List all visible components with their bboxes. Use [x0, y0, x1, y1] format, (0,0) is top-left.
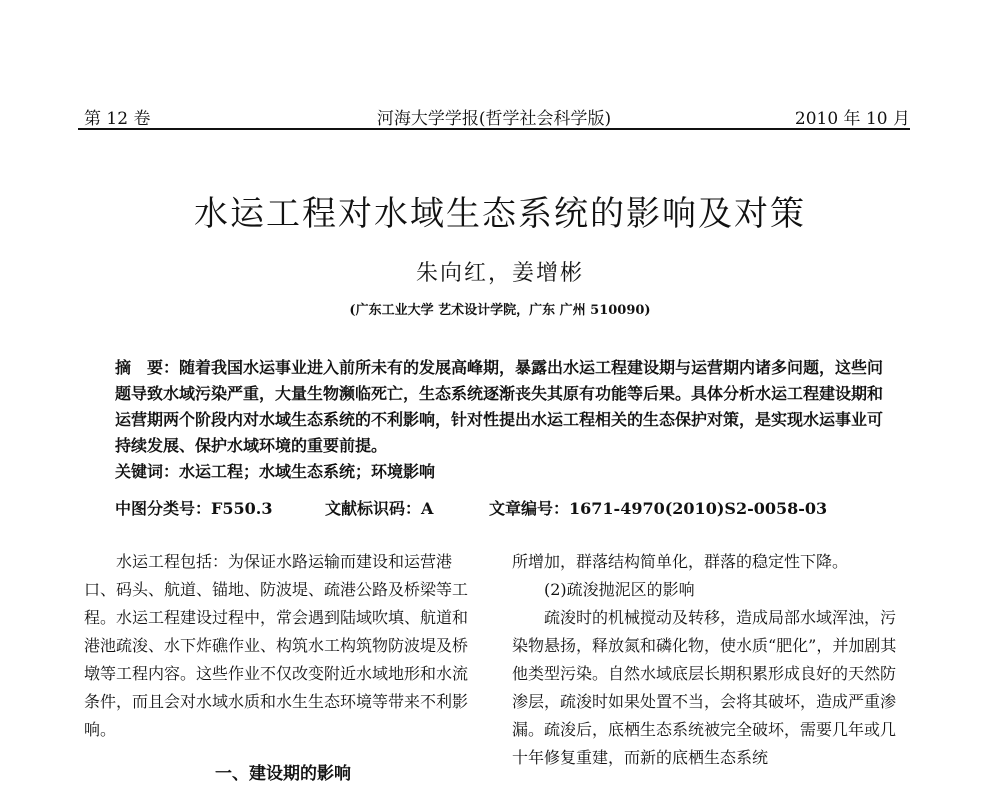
subsection-heading: (2)疏浚抛泥区的影响: [544, 580, 695, 599]
body-paragraph: 疏浚时的机械搅动及转移，造成局部水域浑浊，污染物悬扬，释放氮和磷化物，使水质“肥化”，并加剧其他类型污染。自然水域底层长期积累形成良好的天然防渗层，疏浚时如果处置不当，会将其破坏，造成严重渗漏。疏浚后，底栖生态系统被完全破坏，需要几年或几十年修复重建，而新的底栖生态系统: [512, 608, 897, 767]
journal-name: 河海大学学报(哲学社会科学版): [376, 109, 612, 129]
keywords-text: 水运工程；水域生态系统；环境影响: [179, 462, 436, 481]
abstract: [115, 355, 885, 459]
paper-title: 水运工程对水域生态系统的影响及对策: [194, 194, 806, 234]
article-number: [489, 496, 827, 519]
abstract-block: [115, 355, 885, 485]
document-code: [325, 496, 433, 519]
article-label: 文章编号：: [489, 499, 570, 518]
article-value: 1671-4970(2010)S2-0058-03: [569, 499, 828, 518]
volume-label: 第 12 卷: [84, 109, 151, 129]
abstract-text: 随着我国水运事业进入前所未有的发展高峰期，暴露出水运工程建设期与运营期内诸多问题，这些问题导致水域污染严重，大量生物濒临死亡，生态系统逐渐丧失其原有功能等后果。具体分析水运工程建设期和运营期两个阶段内对水域生态系统的不利影响，针对性提出水运工程相关的生态保护对策，是实现水运事业可持续发展、保护水域环境的重要前提。: [115, 358, 884, 455]
keywords-label: 关键词：: [115, 462, 180, 481]
issue-date: 2010 年 10 月: [794, 109, 910, 129]
body-paragraph: 水运工程包括：为保证水路运输而建设和运营港口、码头、航道、锚地、防波堤、疏港公路及桥梁等工程。水运工程建设过程中，常会遇到陆域吹填、航道和港池疏浚、水下炸礁作业、构筑水工构筑物防波堤及桥墩等工程内容。这些作业不仅改变附近水域地形和水流条件，而且会对水域水质和水生生态环境等带来不利影响。: [84, 552, 469, 739]
keywords: [115, 459, 885, 485]
clc-label: 中图分类号：: [115, 499, 212, 518]
authors: 朱向红，姜增彬: [415, 261, 584, 286]
doc-code-value: A: [421, 499, 434, 518]
body-paragraph-continued: 所增加，群落结构简单化，群落的稳定性下降。: [512, 552, 849, 571]
doc-code-label: 文献标识码：: [325, 499, 422, 518]
abstract-label: 摘 要：: [115, 358, 180, 377]
section-heading: 一、建设期的影响: [215, 764, 351, 784]
affiliation: (广东工业大学 艺术设计学院，广东 广州 510090): [349, 303, 651, 318]
body-column-right: [512, 548, 910, 772]
clc-value: F550.3: [211, 499, 273, 518]
running-header: [78, 104, 910, 130]
clc-number: [115, 496, 272, 519]
body-column-left: [84, 548, 482, 788]
